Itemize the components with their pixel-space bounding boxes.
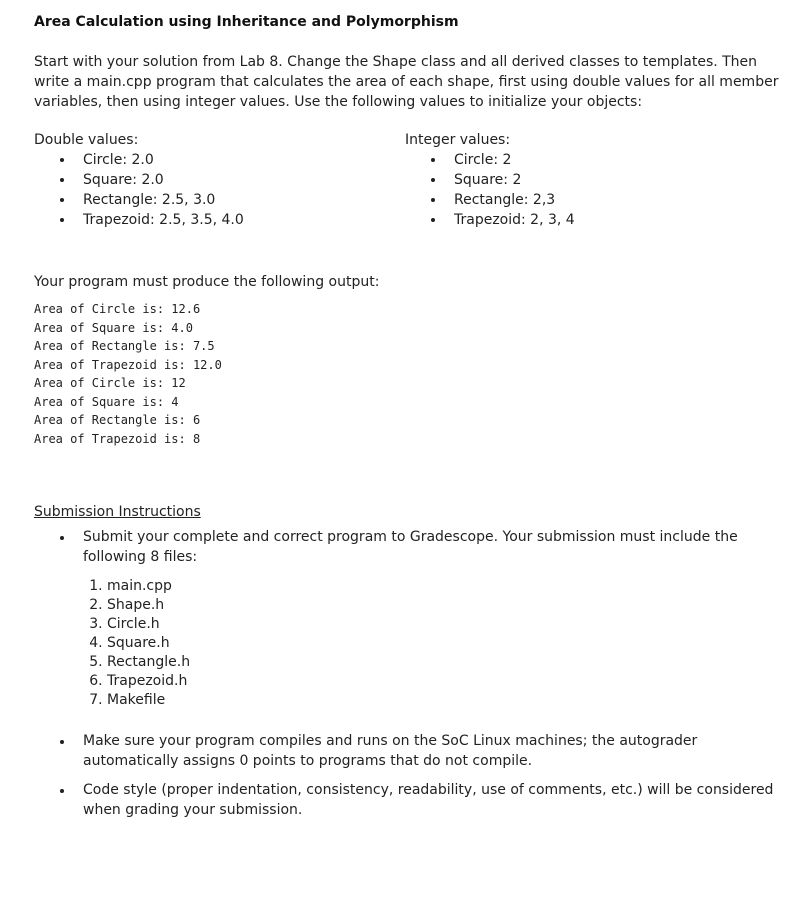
output-line: Area of Square is: 4.0 [34,320,193,335]
integer-values-heading: Integer values: [405,132,511,148]
file-item: 3. Circle.h [107,615,779,634]
page-title: Area Calculation using Inheritance and Polymorphism [34,14,459,30]
list-item: Square: 2.0 [34,170,244,190]
output-line: Area of Square is: 4 [34,394,179,409]
file-item: 5. Rectangle.h [107,653,779,672]
instruction-item [34,528,779,710]
submission-instructions-list [34,528,779,820]
expected-output-block [34,300,779,448]
integer-values-list [405,150,575,230]
file-item: 6. Trapezoid.h [107,672,779,691]
instruction-text: Submit your complete and correct program to Gradescope. Your submission must include the following 8 files: [83,529,738,565]
output-line: Area of Circle is: 12 [34,376,186,390]
output-line: Area of Circle is: 12.6 [34,302,201,316]
output-line: Area of Trapezoid is: 12.0 [34,357,222,372]
instruction-item: Code style (proper indentation, consistency, readability, use of comments, etc.) will be considered when grading your submission. [34,781,779,820]
values-section [34,130,779,230]
file-item: 4. Square.h [107,634,779,653]
list-item: Trapezoid: 2.5, 3.5, 4.0 [34,210,244,230]
instruction-item: Make sure your program compiles and runs on the SoC Linux machines; the autograder automatically assigns 0 points to programs that do not compile. [34,732,779,771]
output-line: Area of Rectangle is: 7.5 [34,339,215,353]
list-item: Circle: 2.0 [34,150,244,170]
double-values-list [34,150,244,230]
file-item: 2. Shape.h [107,596,779,615]
double-values-column [34,130,244,230]
output-line: Area of Rectangle is: 6 [34,413,201,427]
list-item: Circle: 2 [405,150,575,170]
list-item: Rectangle: 2.5, 3.0 [34,190,244,210]
list-item: Rectangle: 2,3 [405,190,575,210]
double-values-heading: Double values: [34,132,139,148]
required-files-list [83,577,779,710]
integer-values-column [405,130,575,230]
file-item: 1. main.cpp [107,577,779,596]
list-item: Trapezoid: 2, 3, 4 [405,210,575,230]
output-intro: Your program must produce the following output: [34,274,380,290]
document-page [34,12,779,820]
file-item: 7. Makefile [107,691,779,710]
submission-heading: Submission Instructions [34,504,201,520]
output-line: Area of Trapezoid is: 8 [34,431,201,446]
intro-paragraph: Start with your solution from Lab 8. Change the Shape class and all derived classes to templates. Then write a main.cpp program that calculates the area of each shape, first using double values for all member variables, then using integer values. Use the following values to initialize your objects: [34,54,779,110]
list-item: Square: 2 [405,170,575,190]
